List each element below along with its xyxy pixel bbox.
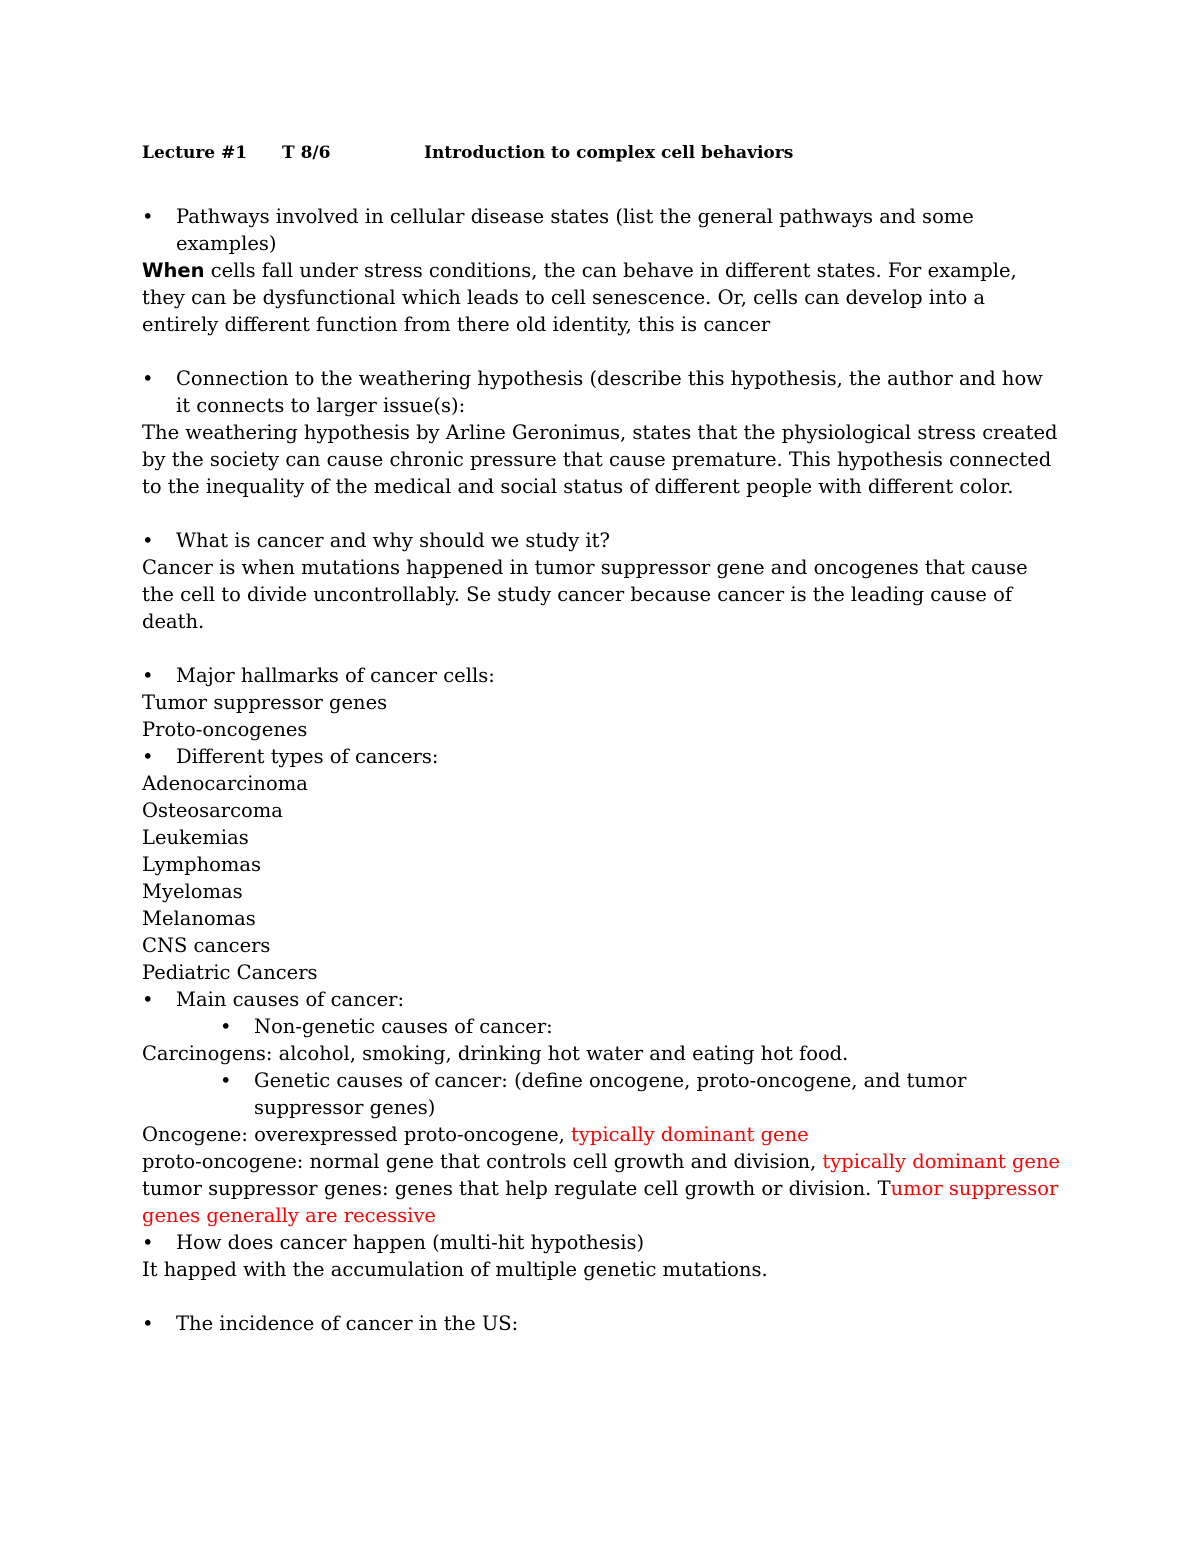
- bullet-genetic-causes: • Genetic causes of cancer: (define oncogene, proto-oncogene, and tumor suppressor genes): [142, 1067, 1062, 1121]
- lecture-number: Lecture #1: [142, 143, 248, 163]
- cancer-type-item: Adenocarcinoma: [142, 772, 308, 795]
- definition-proto-text: proto-oncogene: normal gene that controls cell growth and division,: [142, 1150, 823, 1173]
- hallmark-item: Proto-oncogenes: [142, 718, 308, 741]
- cancer-type-item: Lymphomas: [142, 853, 262, 876]
- answer-cancer-study: Cancer is when mutations happened in tumor suppressor gene and oncogenes that cause the cell to divide uncontrollably. Se study cancer because cancer is the leading cause of death.: [142, 556, 1028, 633]
- answer-pathways: [142, 257, 1062, 338]
- lecture-header: [142, 140, 1062, 167]
- spacer: [142, 1283, 1062, 1310]
- lecture-date: T 8/6: [282, 143, 331, 163]
- definition-oncogene: [142, 1121, 1062, 1148]
- lecture-title: Introduction to complex cell behaviors: [424, 143, 794, 163]
- bullet-weathering: • Connection to the weathering hypothesis (describe this hypothesis, the author and how it connects to larger issue(s):: [142, 365, 1062, 419]
- answer-non-genetic: Carcinogens: alcohol, smoking, drinking hot water and eating hot food.: [142, 1042, 849, 1065]
- cancer-type-item: CNS cancers: [142, 934, 271, 957]
- bullet-multi-hit: • How does cancer happen (multi-hit hypothesis): [142, 1229, 1062, 1256]
- bullet-non-genetic-causes: • Non-genetic causes of cancer:: [142, 1013, 1062, 1040]
- bullet-hallmarks: • Major hallmarks of cancer cells:: [142, 662, 1062, 689]
- definition-oncogene-text: Oncogene: overexpressed proto-oncogene,: [142, 1123, 572, 1146]
- definition-proto-highlight: typically dominant gene: [822, 1150, 1061, 1173]
- bullet-cancer-types: • Different types of cancers:: [142, 743, 1062, 770]
- cancer-type-item: Leukemias: [142, 826, 249, 849]
- definition-tumor-text: tumor suppressor genes: genes that help regulate cell growth or division. T: [142, 1177, 891, 1200]
- hallmark-item: Tumor suppressor genes: [142, 691, 388, 714]
- definition-oncogene-highlight: typically dominant gene: [571, 1123, 809, 1146]
- bullet-pathways: • Pathways involved in cellular disease states (list the general pathways and some examples): [142, 203, 1062, 257]
- definition-tumor-suppressor: [142, 1175, 1062, 1229]
- cancer-type-item: Myelomas: [142, 880, 243, 903]
- spacer: [142, 338, 1062, 365]
- definition-tumor-highlight: umor suppressor genes generally are recessive: [142, 1177, 1059, 1227]
- answer-pathways-rest: cells fall under stress conditions, the can behave in different states. For example, they can be dysfunctional which leads to cell senescence. Or, cells can develop into a entirely different function from there old identity, this is cancer: [142, 259, 1017, 336]
- cancer-type-item: Melanomas: [142, 907, 256, 930]
- answer-multi-hit: It happed with the accumulation of multiple genetic mutations.: [142, 1258, 768, 1281]
- spacer: [142, 635, 1062, 662]
- cancer-type-item: Osteosarcoma: [142, 799, 283, 822]
- definition-proto-oncogene: [142, 1148, 1062, 1175]
- bullet-incidence: • The incidence of cancer in the US:: [142, 1310, 1062, 1337]
- bullet-main-causes: • Main causes of cancer:: [142, 986, 1062, 1013]
- answer-weathering: The weathering hypothesis by Arline Geronimus, states that the physiological stress created by the society can cause chronic pressure that cause premature. This hypothesis connected to the inequality of the medical and social status of different people with different color.: [142, 421, 1058, 498]
- document-page: [142, 140, 1062, 1337]
- answer-pathways-lead: When: [142, 259, 205, 282]
- spacer: [142, 500, 1062, 527]
- cancer-type-item: Pediatric Cancers: [142, 961, 318, 984]
- bullet-cancer-study: • What is cancer and why should we study it?: [142, 527, 1062, 554]
